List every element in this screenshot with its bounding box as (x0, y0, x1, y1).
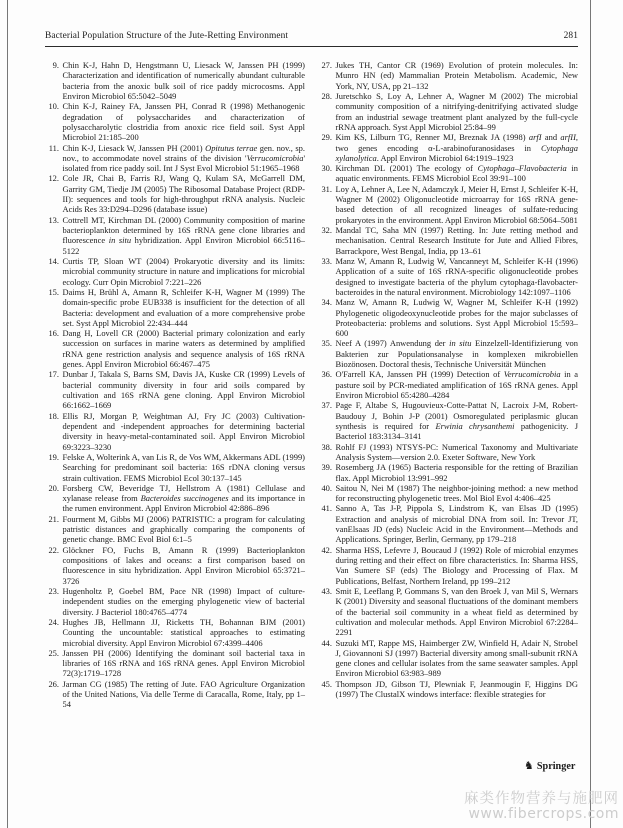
reference-number: 30. (321, 163, 332, 174)
reference-text: Thompson JD, Gibson TJ, Plewniak F, Jeanmougin F, Higgins DG (1997) The ClustalX windows interface: flexible strategies for (335, 678, 578, 700)
watermark-url: www.fibercrops.com (468, 806, 619, 822)
reference-text: Jukes TH, Cantor CR (1969) Evolution of protein molecules. In: Munro HN (ed) Mammalian Protein Metabolism. Academic, New York, NY, USA, pp 21–132 (335, 60, 578, 91)
reference-item (45, 452, 305, 483)
reference-item (45, 143, 305, 174)
reference-number: 34. (321, 297, 332, 308)
reference-item (318, 297, 578, 338)
reference-item (45, 617, 305, 648)
reference-text: Jarman CG (1985) The retting of Jute. FAO Agriculture Organization of the United Nations, Via delle Terme di Caracalla, Rome, Italy, pp 1–54 (62, 678, 305, 710)
reference-number: 32. (321, 225, 332, 235)
reference-text: Suzuki MT, Rappe MS, Haimberger ZW, Winfield H, Adair N, Strobel J, Giovannoni SJ (1997) Bacterial diversity among small-subunit rRNA gene clones and cellular isolates from the same seawater samples. Appl Environ Microbiol 63:983–989 (335, 637, 578, 679)
reference-text: Daims H, Brühl A, Amann R, Schleifer K-H, Wagner M (1999) The domain-specific probe EUB338 is insufficient for the detection of all Bacteria: development and evaluation of a more comprehensive probe set. Syst Appl Microbiol 22:434–444 (62, 286, 305, 328)
reference-text: Forsberg CW, Beveridge TJ, Hellstrom A (1981) Cellulase and xylanase release from Bacteroides succinogenes and its importance in the rumen environment. Appl Environ Microbiol 42:886–896 (62, 482, 305, 514)
reference-number: 20. (48, 482, 59, 493)
publisher-name: Springer (536, 761, 576, 772)
reference-item (45, 545, 305, 586)
reference-number: 9. (52, 60, 59, 70)
reference-item (45, 679, 305, 710)
reference-item (318, 545, 578, 586)
reference-item (318, 400, 578, 441)
reference-text: Manz W, Amann R, Ludwig W, Wagner M, Schleifer K-H (1992) Phylogenetic oligodeoxynucleotide probes for the major subclasses of Proteobacteria: problems and solutions. Syst Appl Microbiol 15:593–600 (335, 297, 578, 339)
reference-text: Hugenholtz P, Goebel BM, Pace NR (1998) Impact of culture-independent studies on the emerging phylogenetic view of bacterial diversity. J Bacteriol 180:4765–4774 (62, 585, 305, 617)
reference-text: Chin K-J, Rainey FA, Janssen PH, Conrad R (1998) Methanogenic degradation of polysaccharides and characterization of polysaccharolytic clostridia from anoxic rice field soil. Syst Appl Microbiol 21:185–200 (62, 101, 305, 143)
reference-text: Mandal TC, Saha MN (1997) Retting. In: Jute retting method and mechanisation. Central Research Institute for Jute and Allied Fibres, Barrackpore, West Bengal, India, pp 13–61 (335, 225, 578, 256)
reference-number: 18. (48, 410, 59, 421)
reference-item (318, 256, 578, 297)
reference-number: 29. (321, 132, 332, 143)
reference-number: 23. (48, 585, 59, 596)
reference-text: Kim KS, Lilburn TG, Renner MJ, Breznak JA (1998) arfI and arfII, two genes encoding α-L-arabinofuranosidases in Cytophaga xylanolytica. Appl Environ Microbiol 64:1919–1923 (335, 132, 578, 163)
reference-item (318, 338, 578, 369)
reference-item (45, 483, 305, 514)
reference-item (45, 514, 305, 545)
reference-number: 22. (48, 544, 59, 555)
reference-item (318, 184, 578, 225)
page-number: 281 (563, 31, 578, 41)
running-title: Bacterial Population Structure of the Jute-Retting Environment (45, 31, 289, 41)
reference-text: Fourment M, Gibbs MJ (2006) PATRISTIC: a program for calculating patristic distances and graphically comparing the components of genetic change. BMC Evol Biol 6:1–5 (62, 513, 305, 545)
reference-number: 16. (48, 328, 59, 339)
reference-number: 11. (48, 142, 59, 153)
watermark-text-cn: 麻类作物营养与施肥网 (464, 791, 619, 807)
reference-item (45, 101, 305, 142)
reference-text: Ellis RJ, Morgan P, Weightman AJ, Fry JC (2003) Cultivation-dependent and -independent approaches for determining bacterial diversity in heavy-metal-contaminated soil. Appl Environ Microbiol 69:3223–3230 (62, 410, 305, 452)
reference-number: 35. (321, 338, 332, 349)
reference-number: 21. (48, 513, 59, 524)
reference-number: 44. (321, 637, 332, 648)
reference-text: O'Farrell KA, Janssen PH (1999) Detection of Verrucomicrobia in a pasture soil by PCR-mediated amplification of 16S rRNA genes. Appl Environ Microbiol 65:4280–4284 (335, 369, 578, 400)
reference-text: Hughes JB, Hellmann JJ, Ricketts TH, Bohannan BJM (2001) Counting the uncountable: statistical approaches to estimating microbial diversity. Appl Environ Microbiol 67:4399–4406 (62, 616, 305, 648)
reference-item (318, 462, 578, 483)
reference-item (45, 328, 305, 369)
reference-number: 43. (321, 585, 332, 596)
reference-text: Rosemberg JA (1965) Bacteria responsible for the retting of Brazilian flax. Appl Microbiol 13:991–992 (335, 462, 578, 483)
reference-text: Dunbar J, Takala S, Barns SM, Davis JA, Kuske CR (1999) Levels of bacterial community diversity in four arid soils compared by cultivation and 16S rRNA gene cloning. Appl Environ Microbiol 66:1662–1669 (62, 369, 305, 411)
reference-text: Juretschko S, Loy A, Lehner A, Wagner M (2002) The microbial community composition of a nitrifying-denitrifying activated sludge from an industrial sewage treatment plant analyzed by the full-cycle rRNA approach. Syst Appl Microbiol 25:84–99 (335, 90, 578, 132)
reference-item (318, 503, 578, 544)
reference-item (45, 369, 305, 410)
reference-number: 40. (321, 482, 332, 493)
reference-item (45, 586, 305, 617)
reference-text: Sanno A, Tas J-P, Pippola S, Lindstrom K, van Elsas JD (1995) Extraction and analysis of microbial DNA from soil. In: Trevor JT, vanElsaas JD (eds) Nucleic Acid in the Environment—Methods and Applications. Springer, Berlin, Germany, pp 179–218 (335, 503, 578, 545)
page-edge-left-line (7, 0, 8, 828)
reference-number: 42. (321, 544, 332, 555)
reference-text: Neef A (1997) Anwendung der in situ Einzelzell-Identifizierung von Bakterien zur Populationsanalyse in komplexen mikrobiellen Biozönosen. Doctoral thesis, Technische Universität München (335, 338, 578, 370)
reference-number: 36. (321, 369, 332, 380)
reference-item (318, 638, 578, 679)
reference-number: 41. (321, 503, 332, 514)
reference-item (318, 225, 578, 256)
reference-number: 10. (48, 101, 59, 112)
reference-number: 37. (321, 400, 332, 411)
reference-item (318, 60, 578, 91)
reference-text: Page F, Altabe S, Hugouvieux-Cotte-Pattat N, Lacroix J-M, Robert-Baudouy J, Bohin J-P (2001) Osmoregulated periplasmic glucan synthesis is required for Erwinia chrysanthemi pathogenicity. J Bacteriol 183:3134–3141 (335, 400, 578, 442)
reference-number: 13. (48, 214, 59, 225)
reference-item (318, 132, 578, 163)
reference-number: 27. (321, 60, 332, 70)
reference-number: 28. (321, 90, 332, 101)
reference-item (45, 256, 305, 287)
reference-text: Saitou N, Nei M (1987) The neighbor-joining method: a new method for reconstructing phylogenetic trees. Mol Biol Evol 4:406–425 (335, 482, 578, 504)
reference-number: 31. (321, 183, 332, 194)
reference-number: 15. (48, 286, 59, 297)
reference-item (318, 163, 578, 184)
reference-item (318, 679, 578, 700)
page-edge-right-line (590, 0, 591, 828)
reference-number: 17. (48, 369, 59, 380)
reference-text: Rohlf FJ (1993) NTSYS-PC: Numerical Taxonomy and Multivariate Analysis System—version 2.0. Exeter Software, New York (335, 441, 578, 462)
reference-item (45, 411, 305, 452)
reference-text: Dang H, Lovell CR (2000) Bacterial primary colonization and early succession on surfaces in marine waters as determined by amplified rRNA gene restriction analysis and sequence analysis of 16S rRNA genes. Appl Environ Microbiol 66:467–475 (62, 328, 305, 370)
reference-number: 25. (48, 647, 59, 658)
reference-text: Manz W, Amann R, Ludwig W, Vancanneyt M, Schleifer K-H (1996) Application of a suite of 16S rRNA-specific oligonucleotide probes designed to investigate bacteria of the phylum cytophaga-flavobacter-bacteroides in the natural environment. Microbiology 142:1097–1106 (335, 255, 578, 297)
reference-item (318, 586, 578, 638)
springer-logo (524, 761, 575, 772)
reference-text: Cole JR, Chai B, Farris RJ, Wang Q, Kulam SA, McGarrell DM, Garrity GM, Tiedje JM (2005) The Ribosomal Database Project (RDP-II): sequences and tools for high-throughput rRNA analysis. Nucleic Acids Res 33:D294–D296 (database issue) (62, 173, 305, 215)
reference-item (318, 91, 578, 132)
reference-columns (45, 60, 578, 710)
running-header (45, 31, 578, 47)
references-column-left (45, 60, 305, 710)
reference-number: 26. (48, 678, 59, 689)
reference-text: Glöckner FO, Fuchs B, Amann R (1999) Bacterioplankton compositions of lakes and oceans: a first comparison based on fluorescence in situ hybridization. Appl Environ Microbiol 65:3721–3726 (62, 544, 305, 586)
reference-number: 14. (48, 255, 59, 266)
references-column-right (318, 60, 578, 710)
reference-number: 45. (321, 678, 332, 689)
reference-item (45, 287, 305, 328)
reference-number: 39. (321, 462, 332, 473)
reference-item (45, 173, 305, 214)
springer-horse-icon: ♞ (524, 760, 534, 772)
reference-number: 19. (48, 451, 59, 462)
reference-text: Loy A, Lehner A, Lee N, Adamczyk J, Meier H, Ernst J, Schleifer K-H, Wagner M (2002) Oligonucleotide microarray for 16S rRNA gene-based detection of all recognized lineages of sulfate-reducing prokaryotes in the environment. Appl Environ Microbiol 68:5064–5081 (335, 183, 578, 225)
reference-text: Chin K-J, Liesack W, Janssen PH (2001) Opitutus terrae gen. nov., sp. nov., to accommodate novel strains of the division 'Verrucomicrobia' isolated from rice paddy soil. Int J Syst Evol Microbiol 51:1965–1968 (62, 142, 306, 174)
reference-item (45, 215, 305, 256)
reference-text: Chin K-J, Hahn D, Hengstmann U, Liesack W, Janssen PH (1999) Characterization and identification of numerically abundant culturable bacteria from the anoxic bulk soil of rice paddy microcosms. Appl Environ Microbiol 65:5042–5049 (62, 60, 305, 101)
reference-item (318, 483, 578, 504)
reference-text: Janssen PH (2006) Identifying the dominant soil bacterial taxa in libraries of 16S rRNA and 16S rRNA genes. Appl Environ Microbiol 72(3):1719–1728 (62, 647, 305, 679)
reference-text: Cottrell MT, Kirchman DL (2000) Community composition of marine bacterioplankton determined by 16S rRNA gene clone libraries and fluorescence in situ hybridization. Appl Environ Microbiol 66:5116–5122 (62, 214, 305, 256)
reference-text: Kirchman DL (2001) The ecology of Cytophaga–Flavobacteria in aquatic environments. FEMS Microbiol Ecol 39:91–100 (335, 163, 578, 184)
reference-item (45, 648, 305, 679)
page-content (45, 31, 578, 710)
reference-item (318, 442, 578, 463)
reference-number: 33. (321, 255, 332, 266)
reference-number: 38. (321, 441, 332, 452)
watermark (464, 792, 619, 822)
reference-text: Sharma HSS, Lefevre J, Boucaud J (1992) Role of microbial enzymes during retting and their effect on fibre characteristics. In: Sharma HSS, Van Sumere SF (eds) The Biology and Processing of Flax. M Publications, Belfast, Northern Ireland, pp 199–212 (335, 544, 578, 586)
reference-number: 12. (48, 173, 59, 184)
reference-item (45, 60, 305, 101)
reference-text: Smit E, Leeflang P, Gommans S, van den Broek J, van Mil S, Wernars K (2001) Diversity and seasonal fluctuations of the dominant members of the bacterial soil community in a wheat field as determined by cultivation and molecular methods. Appl Environ Microbiol 67:2284–2291 (335, 585, 578, 638)
reference-number: 24. (48, 616, 59, 627)
reference-text: Curtis TP, Sloan WT (2004) Prokaryotic diversity and its limits: microbial community structure in nature and implications for microbial ecology. Curr Opin Microbiol 7:221–226 (62, 255, 305, 287)
reference-item (318, 369, 578, 400)
reference-text: Felske A, Wolterink A, van Lis R, de Vos WM, Akkermans ADL (1999) Searching for predominant soil bacteria: 16S rDNA cloning versus strain cultivation. FEMS Microbiol Ecol 30:137–145 (62, 451, 305, 483)
